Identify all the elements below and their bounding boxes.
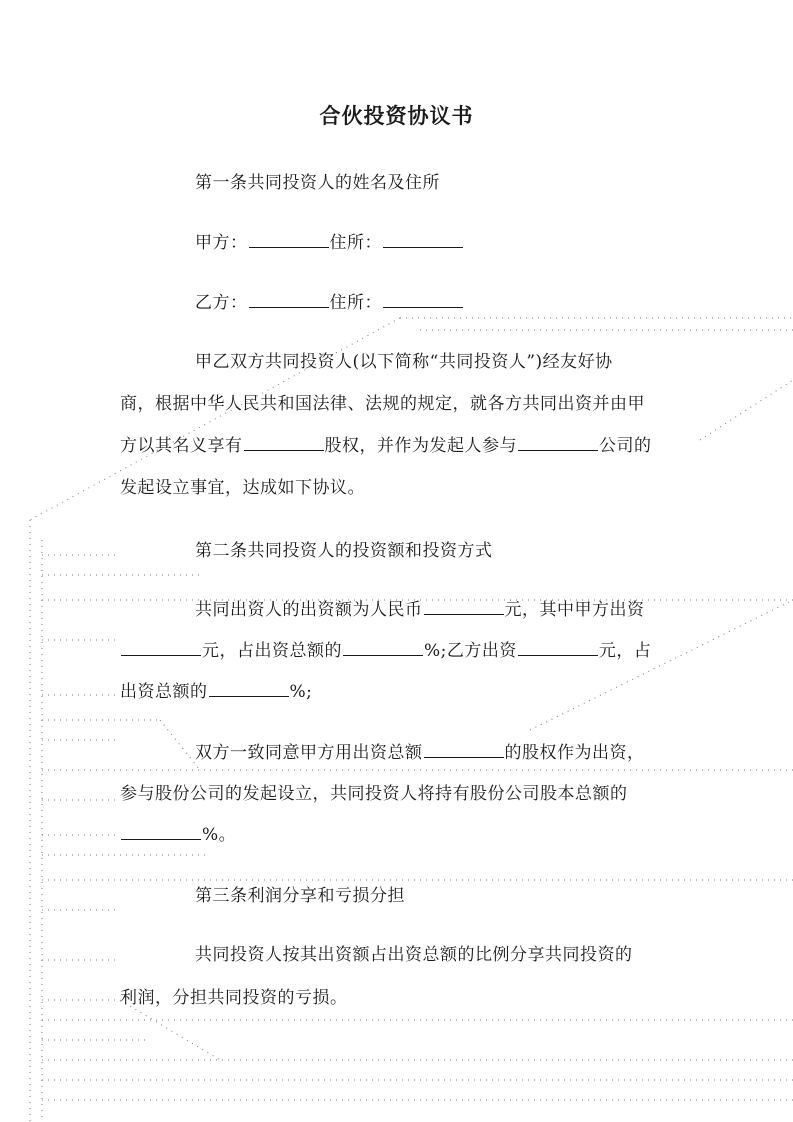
paragraph-4-line-1: 共同投资人按其出资额占出资总额的比例分享共同投资的 [195,945,633,965]
section-3-heading: 第三条利润分享和亏损分担 [195,886,405,906]
party-b-address-blank [383,290,463,308]
paragraph-1-line-1: 甲乙双方共同投资人(以下简称“共同投资人”)经友好协 [195,352,613,372]
equity-amount-blank [424,740,504,758]
party-a-amount-blank [121,638,201,656]
share-percent-blank [121,822,201,840]
paragraph-1-line-4: 发起设立事宜，达成如下协议。 [120,478,365,498]
party-a-name-blank [249,230,329,248]
text-segment: 公司的 [599,436,652,456]
text-segment: 股权，并作为发起人参与 [324,436,517,456]
party-b-line [195,288,464,313]
party-b-name-blank [249,290,329,308]
party-a-line [195,228,464,253]
total-amount-blank [424,597,504,615]
party-b-address-label: 住所： [329,293,382,313]
party-a-address-label: 住所： [329,233,382,253]
party-a-percent-blank [343,638,423,656]
text-segment: %; [289,682,313,702]
equity-blank [244,433,324,451]
text-segment: 共同出资人的出资额为人民币 [195,600,423,620]
text-segment: %;乙方出资 [424,641,517,661]
text-segment: %。 [202,825,237,845]
section-2-heading: 第二条共同投资人的投资额和投资方式 [195,541,493,561]
paragraph-3-line-2: 参与股份公司的发起设立，共同投资人将持有股份公司股本总额的 [120,784,628,804]
text-segment: 的股权作为出资， [504,743,645,763]
section-1-heading: 第一条共同投资人的姓名及住所 [195,173,440,193]
paragraph-1-line-3 [120,431,652,456]
party-b-label: 乙方： [195,293,248,313]
paragraph-3-line-3 [120,820,236,845]
text-segment: 元，占 [598,641,652,661]
party-a-label: 甲方： [195,233,248,253]
party-b-percent-blank [209,679,289,697]
text-segment: 方以其名义享有 [120,436,243,456]
paragraph-4-line-2: 利润，分担共同投资的亏损。 [120,988,348,1008]
party-a-address-blank [383,230,463,248]
paragraph-2-line-3 [120,677,312,702]
text-segment: 出资总额的 [120,682,208,702]
text-segment: 元，其中甲方出资 [504,600,645,620]
company-name-blank [518,433,598,451]
text-segment: 双方一致同意甲方用出资总额 [195,743,423,763]
paragraph-1-line-2: 商，根据中华人民共和国法律、法规的规定，就各方共同出资并由甲 [120,394,645,414]
paragraph-3-line-1 [195,738,645,763]
document-title: 合伙投资协议书 [319,103,474,128]
paragraph-2-line-2 [120,636,651,661]
text-segment: 元，占出资总额的 [202,641,342,661]
paragraph-2-line-1 [195,595,645,620]
party-b-amount-blank [518,638,598,656]
